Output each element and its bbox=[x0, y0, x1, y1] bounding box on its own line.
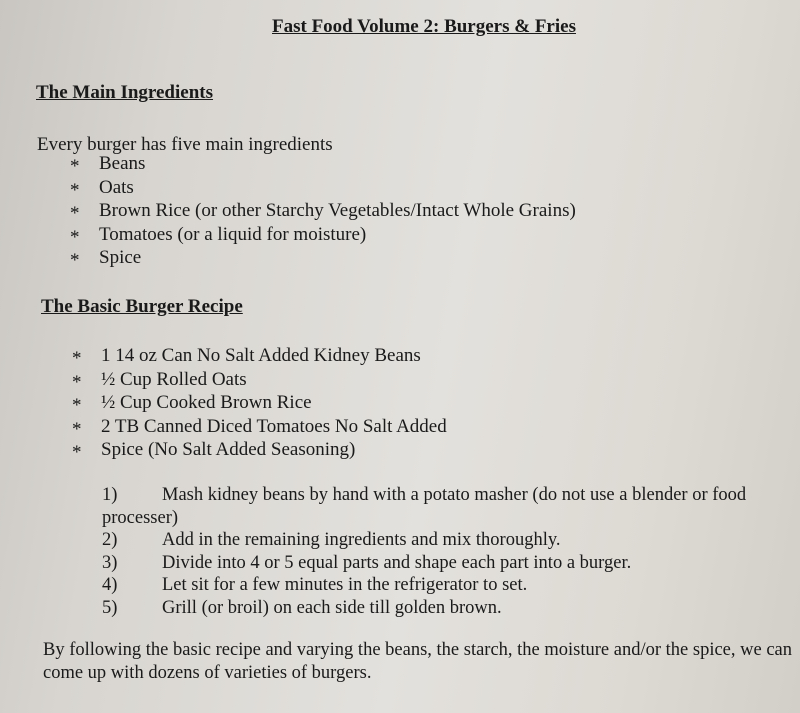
bullet-star: * bbox=[70, 179, 80, 201]
bullet-star: * bbox=[72, 395, 82, 416]
bullet-star: * bbox=[70, 203, 80, 224]
bullet-star: * bbox=[72, 442, 82, 463]
main-ingredients-intro: Every burger has five main ingredients bbox=[37, 134, 333, 155]
closing-paragraph: By following the basic recipe and varying the beans, the starch, the moisture and/or the spice, we can come up with dozens of varieties of burgers. bbox=[43, 640, 793, 683]
step-text: Grill (or broil) on each side till golden brown. bbox=[162, 597, 502, 618]
list-item-text: Tomatoes (or a liquid for moisture) bbox=[99, 223, 367, 245]
list-item-text: Beans bbox=[99, 153, 146, 174]
step-number: 2) bbox=[102, 530, 118, 550]
list-item-text: 2 TB Canned Diced Tomatoes No Salt Added bbox=[101, 415, 447, 437]
bullet-star: * bbox=[70, 226, 80, 248]
main-ingredients-heading: The Main Ingredients bbox=[36, 82, 214, 103]
bullet-star: * bbox=[70, 250, 80, 271]
step-text: Add in the remaining ingredients and mix thoroughly. bbox=[162, 530, 561, 550]
list-item-text: ½ Cup Rolled Oats bbox=[101, 368, 247, 390]
bullet-star: * bbox=[72, 348, 82, 369]
recipe-step bbox=[102, 484, 792, 529]
step-number: 1) bbox=[102, 485, 118, 505]
list-item-text: Oats bbox=[99, 176, 134, 198]
list-item-text: 1 14 oz Can No Salt Added Kidney Beans bbox=[101, 345, 421, 366]
bullet-star: * bbox=[70, 156, 80, 177]
step-number: 4) bbox=[102, 575, 118, 595]
list-item-text: Brown Rice (or other Starchy Vegetables/Intact Whole Grains) bbox=[99, 200, 576, 221]
list-item-text: Spice bbox=[99, 247, 142, 268]
recipe-step bbox=[102, 552, 792, 575]
list-item-text: Spice (No Salt Added Seasoning) bbox=[101, 439, 356, 460]
recipe-step bbox=[102, 529, 792, 552]
recipe-step bbox=[102, 574, 792, 597]
step-text: Let sit for a few minutes in the refrigerator to set. bbox=[162, 575, 528, 595]
recipe-step bbox=[102, 597, 792, 620]
step-number: 3) bbox=[102, 552, 118, 573]
step-text: Mash kidney beans by hand with a potato masher (do not use a blender or food processer) bbox=[102, 485, 747, 528]
step-text: Divide into 4 or 5 equal parts and shape each part into a burger. bbox=[162, 552, 632, 573]
step-number: 5) bbox=[102, 597, 118, 618]
bullet-star: * bbox=[72, 371, 82, 393]
document-title: Fast Food Volume 2: Burgers & Fries bbox=[272, 16, 576, 37]
recipe-steps-list bbox=[102, 484, 792, 619]
basic-recipe-heading: The Basic Burger Recipe bbox=[41, 296, 243, 317]
bullet-star: * bbox=[72, 418, 82, 440]
list-item-text: ½ Cup Cooked Brown Rice bbox=[101, 392, 312, 413]
